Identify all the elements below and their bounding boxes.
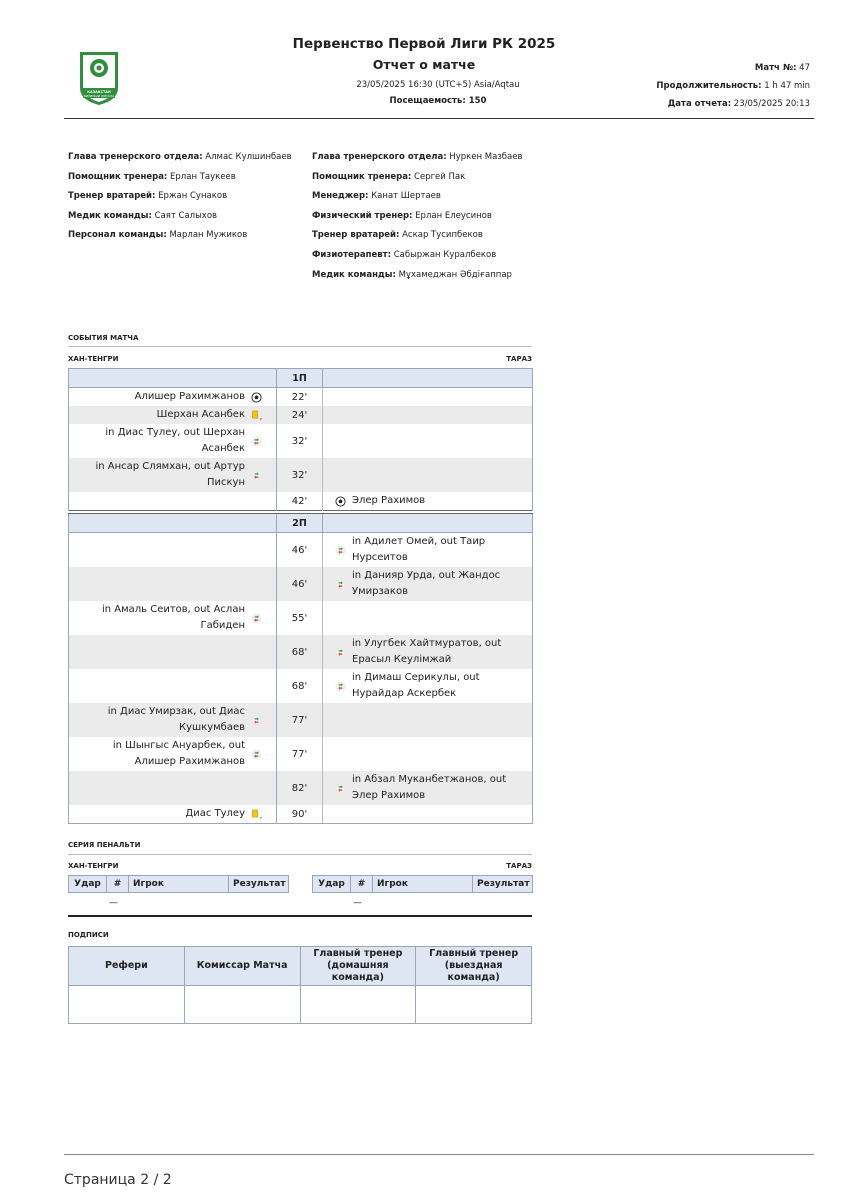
event-away-cell	[323, 635, 533, 669]
report-title: Первенство Первой Лиги РК 2025	[292, 36, 556, 52]
event-row	[69, 669, 533, 703]
staff-name: Мұхамеджан Әбдіғаппар	[398, 269, 512, 280]
substitution-icon	[335, 681, 346, 692]
event-row	[69, 567, 533, 601]
staff-line	[68, 168, 292, 188]
penalties-section-title: СЕРИЯ ПЕНАЛЬТИ	[68, 841, 141, 849]
event-home-cell	[69, 635, 277, 669]
staff-line	[312, 226, 523, 246]
staff-role: Персонал команды:	[68, 230, 167, 241]
event-home-content	[69, 425, 276, 457]
event-row	[69, 635, 533, 669]
staff-line	[68, 148, 292, 168]
event-home-cell	[69, 492, 277, 511]
event-minute: 77'	[277, 703, 323, 737]
event-row	[69, 533, 533, 568]
event-home-cell	[69, 669, 277, 703]
staff-line	[312, 266, 523, 286]
half-header-home	[69, 369, 277, 388]
substitution-icon	[251, 470, 262, 481]
half-header-row	[69, 514, 533, 533]
staff-line	[68, 207, 292, 227]
footer-divider	[64, 1154, 814, 1155]
match-datetime: 23/05/2025 16:30 (UTC+5) Asia/Aqtau	[356, 80, 520, 90]
event-home-cell	[69, 601, 277, 635]
staff-role: Глава тренерского отдела:	[68, 152, 203, 162]
event-minute: 32'	[277, 458, 323, 492]
svg-text:БИРИНШИ ЛИГАСЫ: БИРИНШИ ЛИГАСЫ	[83, 94, 115, 98]
event-home-cell	[69, 703, 277, 737]
staff-role: Помощник тренера:	[312, 171, 412, 182]
event-home-cell	[69, 388, 277, 407]
event-minute: 22'	[277, 388, 323, 407]
col-result: Результат	[473, 876, 533, 893]
event-text: Шерхан Асанбек	[156, 409, 245, 420]
event-home-content	[69, 407, 276, 423]
substitution-icon	[335, 545, 346, 556]
event-home-content	[69, 704, 276, 736]
event-home-cell	[69, 458, 277, 492]
staff-role: Помощник тренера:	[68, 171, 168, 182]
penalties-away-table	[312, 875, 533, 893]
col-shot: Удар	[313, 876, 351, 893]
event-away-cell	[323, 737, 533, 771]
event-home-content	[69, 459, 276, 491]
event-minute: 42'	[277, 492, 323, 511]
event-home-cell	[69, 567, 277, 601]
event-minute: 46'	[277, 567, 323, 601]
event-minute: 82'	[277, 771, 323, 805]
substitution-icon	[251, 749, 262, 760]
yellow-card-icon	[251, 410, 262, 421]
events-home-team: ХАН-ТЕНГРИ	[68, 355, 119, 363]
penalties-home-team: ХАН-ТЕНГРИ	[68, 862, 119, 870]
header-divider	[64, 118, 814, 119]
events-divider	[68, 346, 532, 347]
event-away-cell	[323, 406, 533, 424]
staff-role: Медик команды:	[312, 269, 396, 280]
staff-home	[68, 148, 292, 246]
staff-line	[312, 246, 523, 266]
events-section-title: СОБЫТИЯ МАТЧА	[68, 334, 139, 342]
event-row	[69, 492, 533, 511]
staff-name: Сергей Пак	[414, 171, 466, 182]
event-text: in Диас Умирзак, out Диас Кушкумбаев	[107, 706, 245, 733]
col-player: Игрок	[129, 876, 229, 893]
staff-away	[312, 148, 523, 285]
event-home-content	[69, 738, 276, 770]
sig-commissioner-box	[184, 986, 300, 1024]
event-minute: 24'	[277, 406, 323, 424]
event-minute: 46'	[277, 533, 323, 568]
half-header-row	[69, 369, 533, 388]
attendance: Посещаемость: 150	[389, 96, 487, 106]
event-text: Алишер Рахимжанов	[134, 391, 245, 402]
staff-name: Сабыржан Куралбеков	[393, 249, 497, 260]
event-away-content	[323, 772, 532, 804]
staff-role: Физический тренер:	[312, 210, 413, 221]
event-away-content	[323, 568, 532, 600]
staff-name: Ерлан Таукеев	[170, 171, 236, 182]
staff-role: Менеджер:	[312, 191, 369, 202]
staff-name: Марлан Мужиков	[169, 230, 248, 241]
event-home-cell	[69, 406, 277, 424]
staff-name: Саят Салыхов	[154, 210, 218, 221]
staff-role: Физиотерапевт:	[312, 249, 391, 260]
sig-home-coach-box	[300, 986, 416, 1024]
event-away-cell	[323, 567, 533, 601]
event-home-content	[69, 389, 276, 405]
col-number: #	[351, 876, 373, 893]
staff-role: Глава тренерского отдела:	[312, 152, 447, 162]
event-minute: 90'	[277, 805, 323, 824]
svg-text:КАЗАКСТАН: КАЗАКСТАН	[87, 90, 111, 94]
event-text: Элер Рахимов	[352, 495, 426, 506]
event-home-cell	[69, 771, 277, 805]
staff-line	[312, 187, 523, 207]
event-minute: 32'	[277, 424, 323, 458]
event-away-content	[323, 493, 532, 509]
event-away-cell	[323, 805, 533, 824]
event-row	[69, 388, 533, 407]
page-number: Страница 2 / 2	[64, 1172, 172, 1188]
event-text: in Адилет Омей, out Таир Нурсеитов	[352, 536, 486, 563]
half-label: 1П	[277, 369, 323, 388]
penalties-home-table	[68, 875, 289, 893]
events-away-team: ТАРАЗ	[506, 355, 532, 363]
event-text: in Амаль Сеитов, out Аслан Габиден	[101, 604, 245, 631]
staff-role: Медик команды:	[68, 210, 152, 221]
report-date: Дата отчета: 23/05/2025 20:13	[667, 99, 810, 109]
staff-role: Тренер вратарей:	[68, 191, 156, 202]
event-away-cell	[323, 388, 533, 407]
col-shot: Удар	[69, 876, 107, 893]
col-player: Игрок	[373, 876, 473, 893]
staff-line	[312, 148, 523, 168]
sig-commissioner: Комиссар Матча	[184, 947, 300, 986]
event-text: in Диас Тулеу, out Шерхан Асанбек	[105, 427, 245, 454]
event-away-cell	[323, 458, 533, 492]
yellow-card-icon	[251, 809, 262, 820]
event-row	[69, 406, 533, 424]
penalties-home-empty: —	[109, 898, 118, 908]
event-row	[69, 458, 533, 492]
half-header-home	[69, 514, 277, 533]
event-row	[69, 424, 533, 458]
event-text: in Димаш Серикулы, out Нурайдар Аскербек	[352, 672, 480, 699]
event-text: in Данияр Урда, out Жандос Умирзаков	[352, 570, 501, 597]
staff-line	[312, 168, 523, 188]
event-away-cell	[323, 703, 533, 737]
substitution-icon	[335, 647, 346, 658]
event-away-cell	[323, 424, 533, 458]
event-away-content	[323, 534, 532, 566]
event-row	[69, 805, 533, 824]
svg-text:Y: Y	[259, 816, 262, 820]
event-away-content	[323, 636, 532, 668]
staff-name: Ержан Сунаков	[158, 191, 228, 202]
staff-line	[68, 187, 292, 207]
event-away-cell	[323, 771, 533, 805]
substitution-icon	[251, 436, 262, 447]
event-row	[69, 601, 533, 635]
signatures-section-title: ПОДПИСИ	[68, 931, 109, 939]
event-minute: 55'	[277, 601, 323, 635]
staff-line	[312, 207, 523, 227]
penalties-away-team: ТАРАЗ	[506, 862, 532, 870]
staff-name: Ерлан Елеусинов	[415, 210, 492, 221]
sig-referee: Рефери	[69, 947, 185, 986]
event-minute: 68'	[277, 669, 323, 703]
sig-away-coach-box	[416, 986, 532, 1024]
penalties-away-empty: —	[353, 898, 362, 908]
event-text: in Абзал Муканбетжанов, out Элер Рахимов	[352, 774, 507, 801]
sig-home-coach: Главный тренер (домашняя команда)	[300, 947, 416, 986]
event-row	[69, 703, 533, 737]
substitution-icon	[251, 715, 262, 726]
sig-referee-box	[69, 986, 185, 1024]
event-text: in Улугбек Хайтмуратов, out Ерасыл Кеулімжай	[352, 638, 502, 665]
staff-name: Аскар Тусипбеков	[402, 230, 483, 241]
col-number: #	[107, 876, 129, 893]
svg-text:Y: Y	[259, 417, 262, 421]
staff-line	[68, 226, 292, 246]
event-away-cell	[323, 601, 533, 635]
match-duration: Продолжительность: 1 h 47 min	[656, 81, 810, 91]
col-result: Результат	[229, 876, 289, 893]
staff-name: Алмас Кулшинбаев	[205, 152, 292, 162]
event-away-cell	[323, 669, 533, 703]
report-subtitle: Отчет о матче	[372, 57, 476, 72]
signatures-table	[68, 946, 532, 1024]
staff-name: Нуркен Мазбаев	[449, 152, 523, 162]
event-text: in Шынгыс Ануарбек, out Алишер Рахимжанов	[112, 740, 245, 767]
event-home-cell	[69, 533, 277, 568]
substitution-icon	[335, 579, 346, 590]
event-home-cell	[69, 737, 277, 771]
staff-role: Тренер вратарей:	[312, 230, 400, 241]
half-header-away	[323, 369, 533, 388]
event-home-content	[69, 806, 276, 822]
event-minute: 68'	[277, 635, 323, 669]
event-home-cell	[69, 424, 277, 458]
event-away-cell	[323, 492, 533, 511]
penalties-bottom-rule	[68, 915, 532, 917]
event-text: in Ансар Слямхан, out Артур Пискун	[95, 461, 245, 488]
event-row	[69, 737, 533, 771]
half-header-away	[323, 514, 533, 533]
half-label: 2П	[277, 514, 323, 533]
penalties-divider	[68, 854, 532, 855]
goal-icon	[335, 496, 346, 507]
goal-icon	[251, 392, 262, 403]
event-away-cell	[323, 533, 533, 568]
substitution-icon	[251, 613, 262, 624]
sig-away-coach: Главный тренер (выездная команда)	[416, 947, 532, 986]
event-away-content	[323, 670, 532, 702]
substitution-icon	[335, 783, 346, 794]
event-row	[69, 771, 533, 805]
event-home-content	[69, 602, 276, 634]
event-home-cell	[69, 805, 277, 824]
event-minute: 77'	[277, 737, 323, 771]
staff-name: Канат Шертаев	[371, 191, 441, 202]
match-number: Матч №: 47	[754, 63, 810, 73]
events-table	[68, 368, 533, 824]
event-text: Диас Тулеу	[185, 808, 245, 819]
